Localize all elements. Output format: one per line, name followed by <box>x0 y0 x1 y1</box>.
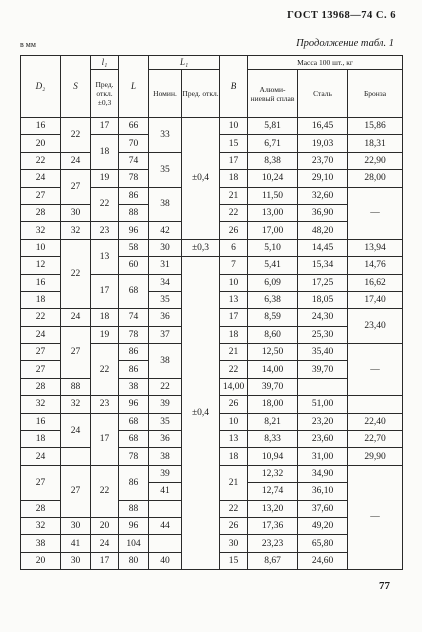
cell-dy: 27 <box>21 361 61 378</box>
cell-L: 78 <box>119 326 149 343</box>
cell-L1-nom: 35 <box>149 152 182 187</box>
cell-steel: 24,60 <box>298 552 348 569</box>
cell-l1: 23 <box>91 222 119 239</box>
cell-dy: 22 <box>21 309 61 326</box>
cell-dy: 32 <box>21 222 61 239</box>
cell-s: 22 <box>61 239 91 309</box>
cell-L1-nom: 38 <box>149 187 182 222</box>
cell-alu: 10,94 <box>248 448 298 465</box>
cell-L: 88 <box>61 378 91 395</box>
cell-bronze: 29,90 <box>348 448 403 465</box>
cell-bronze: 15,86 <box>348 118 403 135</box>
cell-dy: 16 <box>21 118 61 135</box>
cell-s: 30 <box>61 204 91 221</box>
cell-b: 26 <box>220 396 248 413</box>
cell-bronze: 13,94 <box>348 239 403 256</box>
dimensions-table <box>20 55 403 570</box>
cell-dy: 10 <box>21 239 61 256</box>
col-L1-tol: Пред. откл. <box>182 70 220 118</box>
cell-b: 17 <box>220 309 248 326</box>
cell-l1: 13 <box>91 239 119 274</box>
cell-s: 27 <box>61 170 91 205</box>
cell-steel: 37,60 <box>298 500 348 517</box>
cell-bronze-dash: — <box>348 465 403 569</box>
cell-alu: 13,20 <box>248 500 298 517</box>
cell-steel: 31,00 <box>298 448 348 465</box>
cell-l1: 20 <box>91 517 119 534</box>
cell-b: 18 <box>220 448 248 465</box>
cell-steel: 39,70 <box>298 361 348 378</box>
cell-b: 7 <box>220 257 248 274</box>
col-steel: Сталь <box>298 70 348 118</box>
col-B: B <box>220 56 248 118</box>
cell-L: 96 <box>119 222 149 239</box>
cell-dy: 12 <box>21 257 61 274</box>
col-dy: D₂ <box>21 56 61 118</box>
cell-b: 21 <box>220 187 248 204</box>
cell-L: 70 <box>119 135 149 152</box>
cell-b: 10 <box>220 118 248 135</box>
cell-steel: 24,30 <box>298 309 348 326</box>
cell-steel: 65,80 <box>298 535 348 552</box>
cell-alu: 8,60 <box>248 326 298 343</box>
cell-b: 30 <box>220 535 248 552</box>
unit-label: в мм <box>20 40 36 49</box>
cell-L: 86 <box>119 465 149 500</box>
cell-s: 41 <box>61 535 91 552</box>
cell-s: 24 <box>61 413 91 448</box>
cell-alu: 23,23 <box>248 535 298 552</box>
cell-bronze: 14,76 <box>348 257 403 274</box>
cell-bronze-dash: — <box>348 187 403 239</box>
cell-steel: 35,40 <box>298 344 348 361</box>
cell-dy: 24 <box>21 326 61 343</box>
cell-b: 22 <box>220 204 248 221</box>
cell-bronze <box>348 396 403 413</box>
cell-L1-nom: 35 <box>149 413 182 430</box>
cell-alu: 6,71 <box>248 135 298 152</box>
cell-steel: 16,45 <box>298 118 348 135</box>
cell-alu: 12,74 <box>248 483 298 500</box>
cell-L: 86 <box>119 187 149 204</box>
cell-dy: 22 <box>21 152 61 169</box>
cell-dy: 28 <box>21 378 61 395</box>
cell-l1: 17 <box>91 118 119 135</box>
cell-bronze: 22,70 <box>348 431 403 448</box>
cell-alu: 6,09 <box>248 274 298 291</box>
cell-L: 104 <box>119 535 149 552</box>
col-L: L <box>119 56 149 118</box>
cell-L: 80 <box>119 552 149 569</box>
cell-steel: 25,30 <box>298 326 348 343</box>
cell-bronze: 16,62 <box>348 274 403 291</box>
cell-l1: 19 <box>91 170 119 187</box>
cell-L1-nom: 42 <box>149 222 182 239</box>
cell-steel: 17,25 <box>298 274 348 291</box>
col-l1-tol: Пред. откл. ±0,3 <box>91 70 119 118</box>
cell-b: 15 <box>220 552 248 569</box>
cell-L1-nom: 38 <box>119 378 149 395</box>
cell-L: 66 <box>119 118 149 135</box>
cell-alu: 6,38 <box>248 291 298 308</box>
cell-dy: 27 <box>21 187 61 204</box>
cell-alu: 5,10 <box>248 239 298 256</box>
cell-s: 27 <box>61 465 91 517</box>
cell-b: 10 <box>220 413 248 430</box>
cell-steel: 32,60 <box>298 187 348 204</box>
cell-L: 88 <box>119 204 149 221</box>
cell-b: 21 <box>220 465 248 500</box>
cell-bronze: 18,31 <box>348 135 403 152</box>
cell-steel: 49,20 <box>298 517 348 534</box>
cell-b: 26 <box>220 222 248 239</box>
cell-L1-tol: ±0,4 <box>182 257 220 570</box>
cell-b: 21 <box>220 344 248 361</box>
cell-dy: 20 <box>21 552 61 569</box>
cell-alu: 17,00 <box>248 222 298 239</box>
cell-dy: 28 <box>21 500 61 517</box>
cell-s: 24 <box>61 309 91 326</box>
cell-L1-nom: 40 <box>149 552 182 569</box>
cell-L1-nom: 31 <box>149 257 182 274</box>
cell-bronze: 22,90 <box>348 152 403 169</box>
cell-s: 27 <box>61 326 91 378</box>
cell-steel: 36,10 <box>298 483 348 500</box>
cell-dy: 27 <box>21 465 61 500</box>
cell-L1-nom: 41 <box>149 483 182 500</box>
cell-L1-tol: ±0,3 <box>182 239 220 256</box>
cell-L: 68 <box>119 274 149 309</box>
cell-alu: 5,41 <box>248 257 298 274</box>
cell-alu: 8,38 <box>248 152 298 169</box>
cell-alu: 18,00 <box>248 396 298 413</box>
cell-L1-nom: 35 <box>149 291 182 308</box>
cell-b: 18 <box>220 326 248 343</box>
cell-alu: 8,59 <box>248 309 298 326</box>
cell-l1: 17 <box>91 413 119 465</box>
cell-alu: 8,33 <box>248 431 298 448</box>
cell-alu: 5,81 <box>248 118 298 135</box>
cell-bronze: 22,40 <box>348 413 403 430</box>
cell-L1-nom: 36 <box>149 309 182 326</box>
cell-b: 13 <box>220 291 248 308</box>
col-mass: Масса 100 шт., кг <box>248 56 403 70</box>
cell-dy: 18 <box>21 291 61 308</box>
cell-L1-nom: 33 <box>149 118 182 153</box>
cell-b: 18 <box>220 170 248 187</box>
cell-dy: 38 <box>21 535 61 552</box>
cell-alu: 13,00 <box>248 204 298 221</box>
cell-dy: 32 <box>21 396 61 413</box>
cell-b: 10 <box>220 274 248 291</box>
cell-steel: 36,90 <box>298 204 348 221</box>
cell-alu: 14,00 <box>248 361 298 378</box>
cell-dy: 16 <box>21 413 61 430</box>
cell-alu: 12,32 <box>248 465 298 482</box>
cell-steel: 15,34 <box>298 257 348 274</box>
cell-bronze: 28,00 <box>348 170 403 187</box>
cell-b: 17 <box>220 152 248 169</box>
cell-b: 22 <box>149 378 182 395</box>
cell-steel: 23,20 <box>298 413 348 430</box>
cell-l1: 24 <box>91 535 119 552</box>
cell-s: 32 <box>61 222 91 239</box>
cell-dy: 20 <box>21 135 61 152</box>
cell-steel: 39,70 <box>248 378 298 395</box>
cell-L: 74 <box>119 309 149 326</box>
cell-L: 88 <box>119 500 149 517</box>
cell-b: 22 <box>220 361 248 378</box>
cell-L1-nom: 44 <box>149 517 182 534</box>
cell-L1-nom-empty <box>149 500 182 517</box>
cell-b: 6 <box>220 239 248 256</box>
cell-alu: 11,50 <box>248 187 298 204</box>
cell-b: 15 <box>220 135 248 152</box>
cell-bronze-dash: — <box>348 344 403 396</box>
cell-steel: 48,20 <box>298 222 348 239</box>
cell-b: 22 <box>220 500 248 517</box>
cell-steel: 14,45 <box>298 239 348 256</box>
col-L1-nom: Номин. <box>149 70 182 118</box>
col-s: S <box>61 56 91 118</box>
cell-steel: 19,03 <box>298 135 348 152</box>
cell-steel: 23,70 <box>298 152 348 169</box>
cell-steel: 18,05 <box>298 291 348 308</box>
cell-dy: 18 <box>21 431 61 448</box>
cell-alu: 14,00 <box>220 378 248 395</box>
cell-L: 68 <box>119 431 149 448</box>
cell-L1-nom: 39 <box>149 465 182 482</box>
cell-L1-nom: 37 <box>149 326 182 343</box>
page-number: 77 <box>379 580 390 592</box>
cell-L1-nom: 36 <box>149 431 182 448</box>
cell-dy: 24 <box>21 170 61 187</box>
cell-alu: 12,50 <box>248 344 298 361</box>
cell-dy: 24 <box>21 448 61 465</box>
cell-L: 68 <box>119 413 149 430</box>
cell-L: 96 <box>119 396 149 413</box>
cell-L: 86 <box>119 361 149 378</box>
cell-alu: 8,21 <box>248 413 298 430</box>
cell-L1-nom: 38 <box>149 448 182 465</box>
cell-l1: 22 <box>91 187 119 222</box>
cell-bronze: 17,40 <box>348 291 403 308</box>
col-alu: Алюми-ниевый сплав <box>248 70 298 118</box>
cell-s-empty <box>61 448 91 465</box>
col-l1: l₁ <box>91 56 119 70</box>
cell-L: 86 <box>119 344 149 361</box>
cell-L: 96 <box>119 517 149 534</box>
col-bronze: Бронза <box>348 70 403 118</box>
cell-l1: 22 <box>91 465 119 517</box>
cell-L1-nom: 30 <box>149 239 182 256</box>
cell-L1-nom-empty <box>149 535 182 552</box>
cell-L: 78 <box>119 448 149 465</box>
cell-bronze: 23,40 <box>348 309 403 344</box>
cell-s: 30 <box>61 517 91 534</box>
cell-s: 22 <box>61 118 91 153</box>
cell-L1-nom: 38 <box>149 344 182 379</box>
cell-alu: 8,67 <box>248 552 298 569</box>
cell-l1: 17 <box>91 274 119 309</box>
cell-l1: 17 <box>91 552 119 569</box>
cell-dy: 27 <box>21 344 61 361</box>
cell-b: 13 <box>220 431 248 448</box>
cell-alu: 10,24 <box>248 170 298 187</box>
col-L1: L₁ <box>149 56 220 70</box>
cell-l1: 22 <box>91 344 119 396</box>
cell-L: 74 <box>119 152 149 169</box>
cell-steel: 51,00 <box>298 396 348 413</box>
cell-l1: 18 <box>91 135 119 170</box>
cell-L: 78 <box>119 170 149 187</box>
document-number: ГОСТ 13968—74 С. 6 <box>287 10 396 21</box>
cell-l1: 23 <box>91 396 119 413</box>
cell-dy: 16 <box>21 274 61 291</box>
cell-steel: 29,10 <box>298 170 348 187</box>
cell-dy: 28 <box>21 204 61 221</box>
cell-L1-nom: 34 <box>149 274 182 291</box>
cell-L1-nom: 39 <box>149 396 182 413</box>
cell-L1-tol: ±0,4 <box>182 118 220 240</box>
cell-steel: 23,60 <box>298 431 348 448</box>
cell-s: 24 <box>61 152 91 169</box>
cell-dy: 32 <box>21 517 61 534</box>
cell-b: 26 <box>220 517 248 534</box>
cell-alu: 17,36 <box>248 517 298 534</box>
cell-s: 32 <box>61 396 91 413</box>
cell-l1: 18 <box>91 309 119 326</box>
cell-steel: 34,90 <box>298 465 348 482</box>
cell-L: 60 <box>119 257 149 274</box>
cell-l1: 19 <box>91 326 119 343</box>
continuation-label: Продолжение табл. 1 <box>296 38 394 49</box>
cell-s: 30 <box>61 552 91 569</box>
cell-L: 58 <box>119 239 149 256</box>
